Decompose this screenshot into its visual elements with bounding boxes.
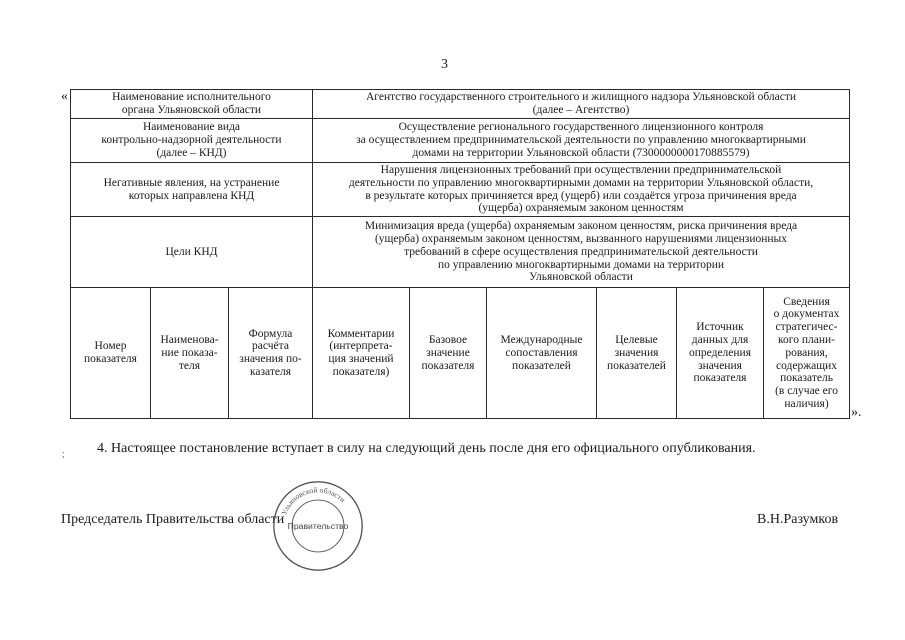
signatory-name: В.Н.Разумков bbox=[757, 512, 839, 527]
column-header: Целевые значения показателей bbox=[597, 288, 677, 419]
column-header: Формула расчёта значения по- казателя bbox=[229, 288, 313, 419]
column-header: Сведения о документах стратегичес- кого плани- рования, содержащих показатель (в случае его наличия) bbox=[764, 288, 850, 419]
column-header: Номер показателя bbox=[71, 288, 151, 419]
table-row bbox=[71, 217, 850, 288]
opening-quote: « bbox=[61, 89, 68, 104]
column-header: Международные сопоставления показателей bbox=[487, 288, 597, 419]
seal-ring-text: Ульяновской области bbox=[279, 485, 348, 517]
seal-center-text: Правительство bbox=[287, 520, 349, 531]
column-header: Наименова- ние показа- теля bbox=[151, 288, 229, 419]
table-row bbox=[71, 119, 850, 163]
column-header: Источник данных для определения значения показателя bbox=[677, 288, 764, 419]
table-row bbox=[71, 90, 850, 119]
margin-mark: ; bbox=[62, 449, 65, 460]
column-header: Комментарии (интерпрета- ция значений показателя) bbox=[313, 288, 410, 419]
official-seal bbox=[270, 478, 366, 574]
row-label: Негативные явления, на устранение которых направлена КНД bbox=[71, 163, 313, 217]
header-row bbox=[71, 288, 850, 419]
clause-4-text: 4. Настоящее постановление вступает в силу на следующий день после дня его официального опубликования. bbox=[97, 441, 756, 456]
page-number: 3 bbox=[441, 57, 448, 72]
row-label: Наименование исполнительного органа Ульяновской области bbox=[71, 90, 313, 119]
row-value: Минимизация вреда (ущерба) охраняемым законом ценностям, риска причинения вреда (ущерба) охраняемым законом ценностям, вызванного нарушениями лицензионных требований в сфере осуществления предпринимательской деятельности по управлению многоквартирными домами на территории Ульяновской области bbox=[313, 217, 850, 288]
table-row bbox=[71, 163, 850, 217]
closing-quote: ». bbox=[851, 405, 862, 420]
row-value: Агентство государственного строительного и жилищного надзора Ульяновской области (далее – Агентство) bbox=[313, 90, 850, 119]
row-value: Осуществление регионального государственного лицензионного контроля за осуществлением предпринимательской деятельности по управлению многоквартирными домами на территории Ульяновской области (7300000000170885579) bbox=[313, 119, 850, 163]
row-value: Нарушения лицензионных требований при осуществлении предпринимательской деятельности по управлению многоквартирными домами на территории Ульяновской области, в результате которых причиняется вред (ущерб) или создаётся угроза причинения вреда (ущерба) охраняемым законом ценностям bbox=[313, 163, 850, 217]
signatory-position: Председатель Правительства области bbox=[61, 512, 285, 527]
column-header: Базовое значение показателя bbox=[410, 288, 487, 419]
row-label: Наименование вида контрольно-надзорной деятельности (далее – КНД) bbox=[71, 119, 313, 163]
row-label: Цели КНД bbox=[71, 217, 313, 288]
indicators-table bbox=[70, 89, 850, 419]
